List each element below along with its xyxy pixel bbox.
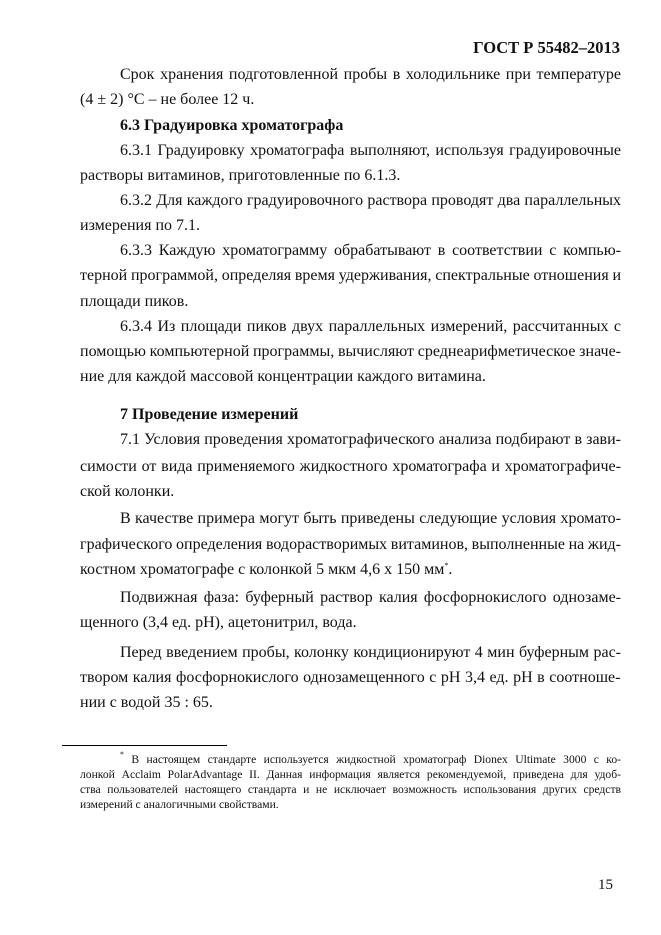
line-text: 6.3.4 Из площади пиков двух параллельных измерений, рассчитанных с <box>120 318 621 335</box>
footnote-line <box>80 798 621 812</box>
line-text: графического определения водорастворимых витаминов, выполненные на жид- <box>80 536 622 553</box>
footnote-line <box>80 783 621 797</box>
line-text: 6.3 Градуировка хроматографа <box>120 117 344 134</box>
section-heading <box>120 405 621 425</box>
paragraph-line <box>120 643 621 663</box>
paragraph-line <box>80 535 621 555</box>
document-code-header: ГОСТ Р 55482–2013 <box>473 38 620 57</box>
paragraph-line <box>120 430 621 450</box>
text-run: В настоящем стандарте используется жидкостной хроматограф Dionex Ultimate 3000 с ко- <box>124 753 621 766</box>
line-text: 6.3.3 Каждую хроматограмму обрабатывают в соответствии с компью- <box>120 242 621 259</box>
line-text: 7 Проведение измерений <box>120 406 299 423</box>
text-run: костном хроматографе с колонкой 5 мкм 4,6 х 150 мм <box>80 561 445 578</box>
paragraph-line <box>120 241 621 261</box>
line-text: площади пиков. <box>80 293 189 310</box>
paragraph-line <box>120 191 621 211</box>
line-text: щенного (3,4 ед. pH), ацетонитрил, вода. <box>80 614 357 631</box>
text-run: . <box>448 561 453 578</box>
line-text: лонкой Acclaim PolarAdvantage II. Данная информация является рекомендуемой, приведена для удоб- <box>80 768 621 781</box>
paragraph-line <box>80 90 621 110</box>
paragraph-line <box>80 216 621 236</box>
paragraph-line <box>80 292 621 312</box>
footnote-line <box>80 768 621 782</box>
line-text: ние для каждой массовой концентрации каждого витамина. <box>80 368 486 385</box>
paragraph-line <box>80 342 621 362</box>
line-text: Подвижная фаза: буферный раствор калия фосфорнокислого однозаме- <box>120 589 621 606</box>
paragraph-line <box>80 166 621 186</box>
paragraph-line <box>120 141 621 161</box>
line-text: терной программой, определяя время удерживания, спектральные отношения и <box>80 267 622 284</box>
paragraph-line <box>120 317 621 337</box>
paragraph-line <box>80 482 621 502</box>
line-text: нии с водой 35 : 65. <box>80 694 213 711</box>
line-text: растворы витаминов, приготовленные по 6.1.3. <box>80 167 401 184</box>
paragraph-line <box>80 266 621 286</box>
page-number: 15 <box>598 877 613 893</box>
line-text: симости от вида применяемого жидкостного хроматографа и хроматографиче- <box>80 458 621 475</box>
paragraph-line <box>80 668 621 688</box>
footnote-marker: * <box>120 750 124 759</box>
line-text: твором калия фосфорнокислого однозамещенного с pH 3,4 ед. pH в соотноше- <box>80 669 621 686</box>
line-text <box>120 750 621 767</box>
line-text: помощью компьютерной программы, вычисляют среднеарифметическое значе- <box>80 343 621 360</box>
line-text: 6.3.2 Для каждого градуировочного раствора проводят два параллельных <box>120 192 621 209</box>
paragraph-line <box>80 693 621 713</box>
footnote-marker: * <box>444 561 449 570</box>
paragraph-line <box>120 588 621 608</box>
line-text: измерений с аналогичными свойствами. <box>80 798 279 811</box>
line-text: В качестве примера могут быть приведены следующие условия хромато- <box>120 510 621 527</box>
line-text: (4 ± 2) °С – не более 12 ч. <box>80 91 255 108</box>
paragraph-line <box>80 457 621 477</box>
paragraph-line <box>80 613 621 633</box>
footnote-line <box>120 750 621 767</box>
line-text: Перед введением пробы, колонку кондиционируют 4 мин буферным рас- <box>120 644 621 661</box>
line-text: ства пользователей настоящего стандарта и не исключает возможность использования других средств <box>80 783 621 796</box>
paragraph-line <box>120 65 621 85</box>
line-text: измерения по 7.1. <box>80 217 201 234</box>
paragraph-line <box>120 509 621 529</box>
line-text <box>80 560 452 580</box>
line-text: ской колонки. <box>80 483 175 500</box>
paragraph-line <box>80 367 621 387</box>
line-text: 6.3.1 Градуировку хроматографа выполняют, используя градуировочные <box>120 142 621 159</box>
line-text: Срок хранения подготовленной пробы в холодильнике при температуре <box>120 66 621 83</box>
footnote-divider <box>62 745 227 746</box>
line-text: 7.1 Условия проведения хроматографического анализа подбирают в зави- <box>120 431 621 448</box>
section-heading <box>120 116 621 136</box>
paragraph-line <box>80 560 621 580</box>
